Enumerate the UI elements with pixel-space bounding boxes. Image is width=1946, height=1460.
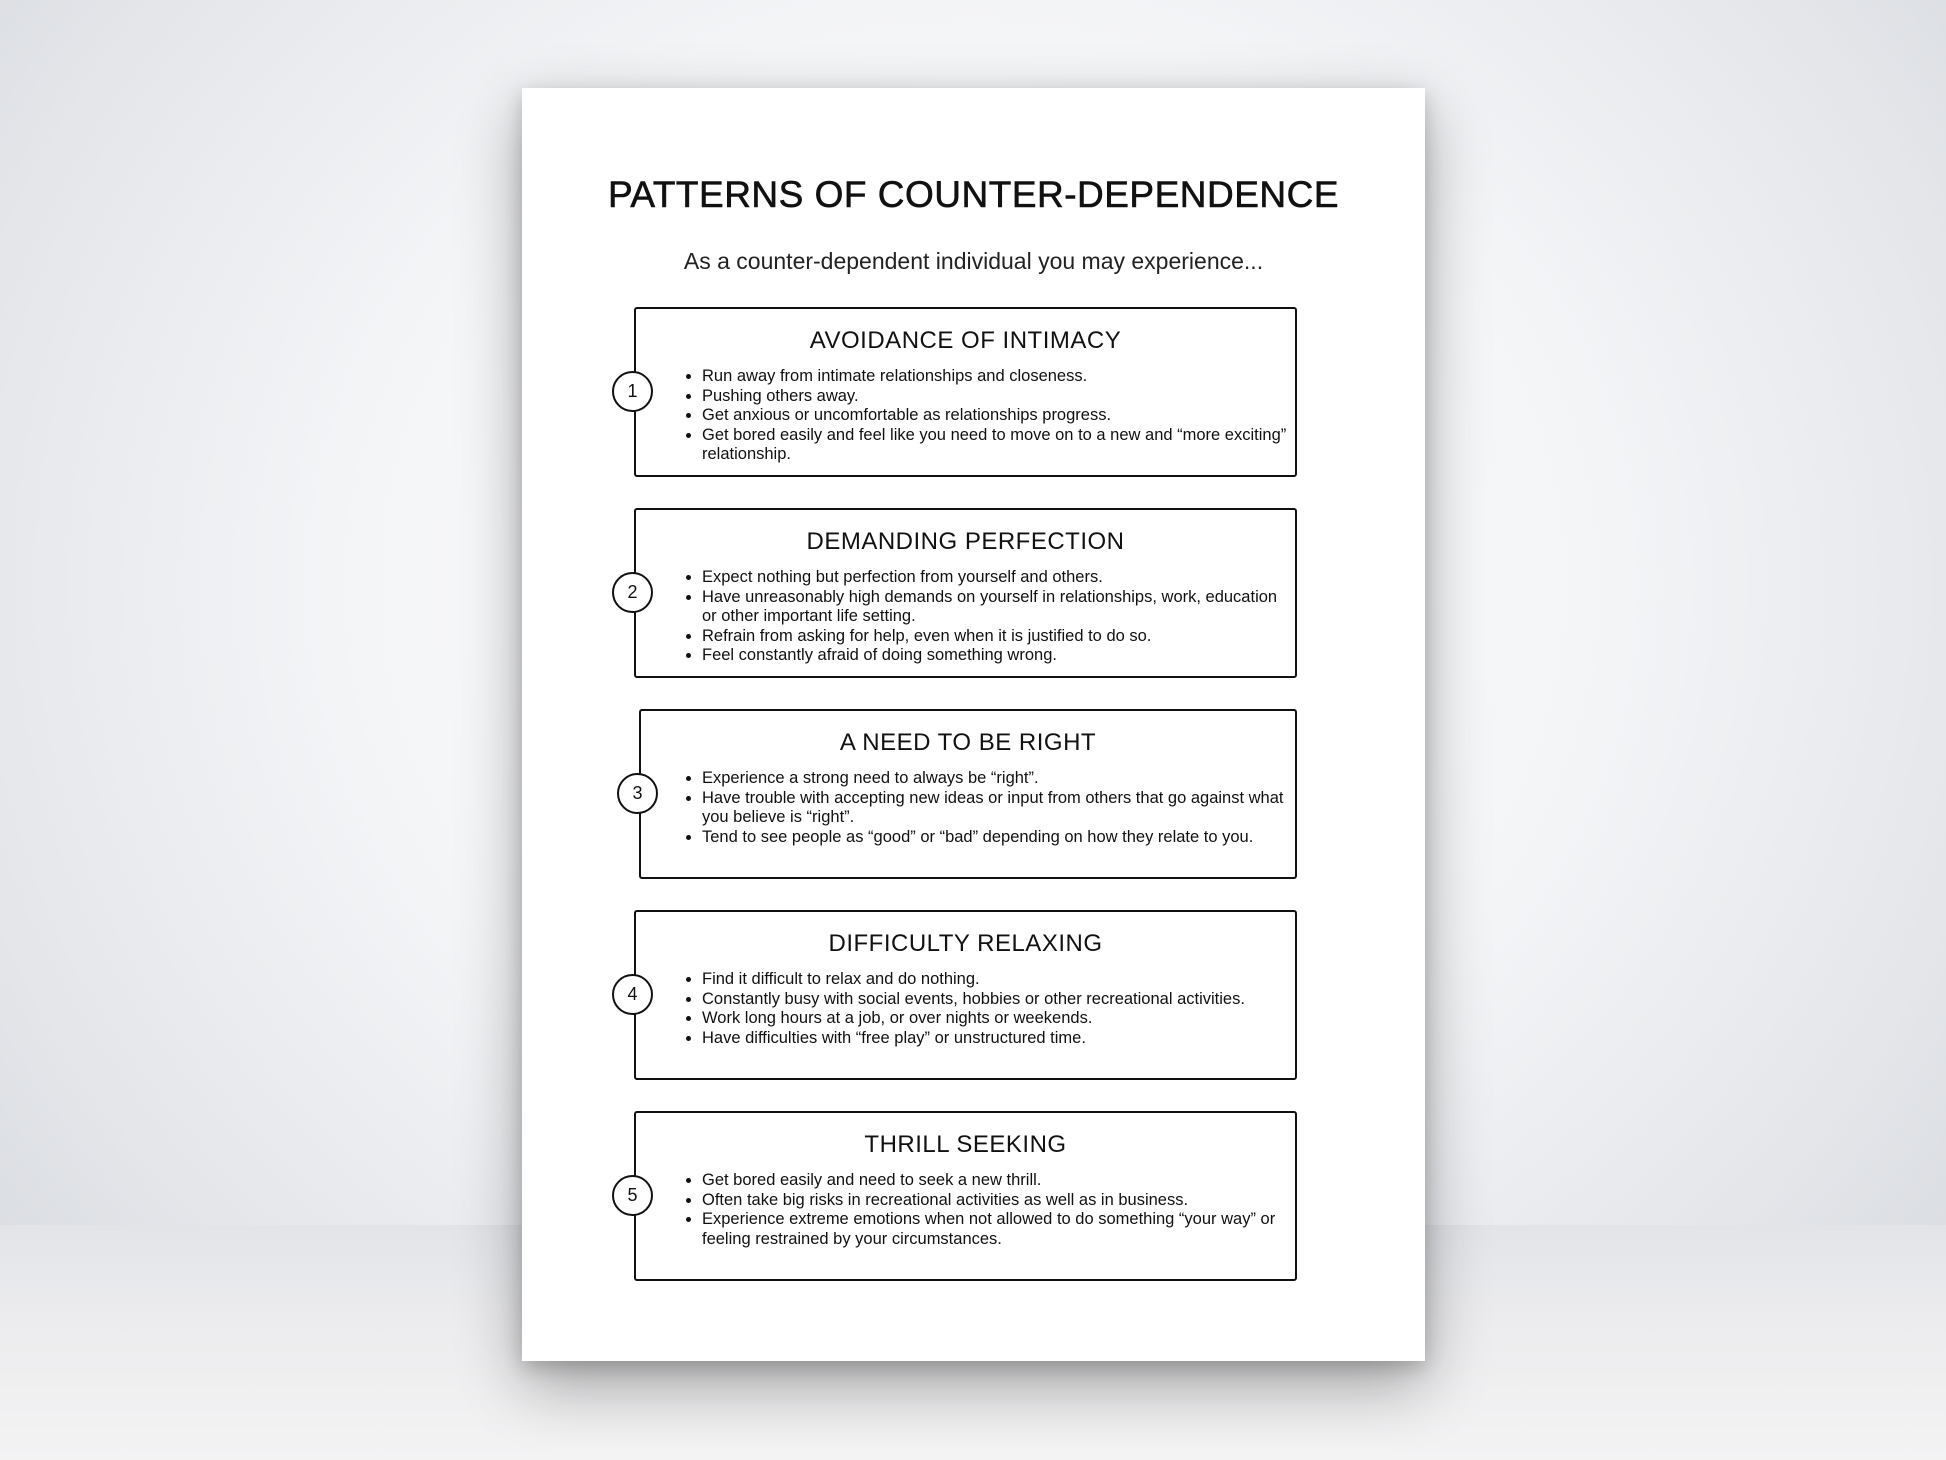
list-item: • Run away from intimate relationships and closeness. — [702, 367, 1287, 387]
list-item: • Get anxious or uncomfortable as relationships progress. — [702, 406, 1287, 426]
list-item: • Get bored easily and need to seek a new thrill. — [702, 1171, 1287, 1191]
section-bullet-list — [684, 568, 1287, 666]
section-bullet-list — [684, 367, 1287, 465]
list-item: • Constantly busy with social events, hobbies or other recreational activities. — [702, 990, 1287, 1010]
list-item: • Work long hours at a job, or over nights or weekends. — [702, 1009, 1287, 1029]
section-number-badge: 1 — [612, 371, 653, 412]
section-card-a-need-to-be-right — [632, 709, 1297, 879]
section-card-thrill-seeking — [627, 1111, 1297, 1281]
list-item: • Experience extreme emotions when not allowed to do something “your way” or feeling restrained by your circumstances. — [702, 1210, 1287, 1249]
list-item: • Experience a strong need to always be “right”. — [702, 769, 1287, 789]
section-number-badge: 4 — [612, 974, 653, 1015]
list-item: • Feel constantly afraid of doing something wrong. — [702, 646, 1287, 666]
page-subtitle: As a counter-dependent individual you may experience... — [683, 248, 1264, 274]
section-bullet-list — [684, 1171, 1287, 1249]
page-title: PATTERNS OF COUNTER-DEPENDENCE — [607, 174, 1340, 215]
section-title: THRILL SEEKING — [864, 1131, 1067, 1158]
section-number-badge: 2 — [612, 572, 653, 613]
list-item: • Pushing others away. — [702, 387, 1287, 407]
section-card-avoidance-of-intimacy — [627, 307, 1297, 477]
section-card-difficulty-relaxing — [627, 910, 1297, 1080]
section-title: AVOIDANCE OF INTIMACY — [809, 327, 1122, 354]
section-title: DEMANDING PERFECTION — [806, 528, 1125, 555]
section-bullet-list — [684, 970, 1287, 1048]
list-item: • Get bored easily and feel like you need to move on to a new and “more exciting” relationship. — [702, 426, 1287, 465]
section-bullet-list — [684, 769, 1287, 847]
list-item: • Find it difficult to relax and do nothing. — [702, 970, 1287, 990]
list-item: • Have unreasonably high demands on yourself in relationships, work, education or other important life setting. — [702, 588, 1287, 627]
list-item: • Refrain from asking for help, even when it is justified to do so. — [702, 627, 1287, 647]
list-item: • Have difficulties with “free play” or unstructured time. — [702, 1029, 1287, 1049]
list-item: • Expect nothing but perfection from yourself and others. — [702, 568, 1287, 588]
section-number-badge: 5 — [612, 1175, 653, 1216]
list-item: • Often take big risks in recreational activities as well as in business. — [702, 1191, 1287, 1211]
section-title: A NEED TO BE RIGHT — [839, 729, 1097, 756]
section-card-demanding-perfection — [627, 508, 1297, 678]
section-number-badge: 3 — [617, 773, 658, 814]
list-item: • Tend to see people as “good” or “bad” depending on how they relate to you. — [702, 828, 1287, 848]
section-title: DIFFICULTY RELAXING — [828, 930, 1103, 957]
list-item: • Have trouble with accepting new ideas or input from others that go against what you believe is “right”. — [702, 789, 1287, 828]
document-page — [522, 88, 1425, 1361]
